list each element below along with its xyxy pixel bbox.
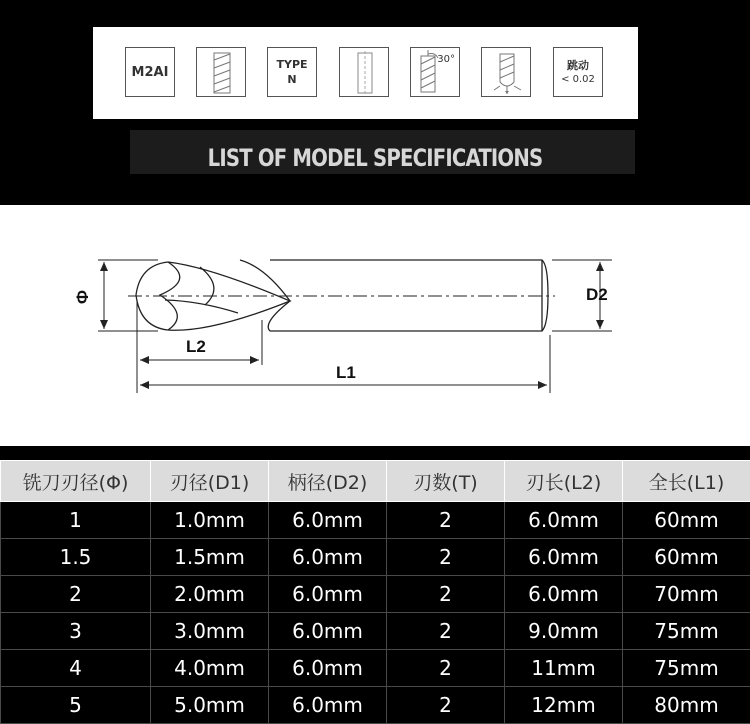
type-value: N [287, 73, 297, 86]
header-section [0, 0, 750, 205]
column-header: 铣刀刃径(Φ) [1, 461, 151, 502]
column-header: 柄径(D2) [269, 461, 387, 502]
straight-shank-icon [339, 47, 389, 97]
table-cell: 6.0mm [269, 687, 387, 724]
helix-angle-label: 30° [437, 54, 455, 65]
table-cell: 12mm [505, 687, 623, 724]
table-cell: 2 [387, 539, 505, 576]
type-n-icon [267, 47, 317, 97]
table-cell: 6.0mm [269, 576, 387, 613]
spec-table [0, 460, 750, 724]
table-cell: 9.0mm [505, 613, 623, 650]
table-cell: 6.0mm [269, 502, 387, 539]
table-cell: 6.0mm [505, 539, 623, 576]
table-cell: 5 [1, 687, 151, 724]
table-cell: 1.0mm [151, 502, 269, 539]
table-cell: 1.5mm [151, 539, 269, 576]
table-row [1, 539, 750, 576]
table-cell: 6.0mm [269, 539, 387, 576]
table-cell: 11mm [505, 650, 623, 687]
table-cell: 1 [1, 502, 151, 539]
column-header: 刃径(D1) [151, 461, 269, 502]
table-cell: 60mm [623, 502, 750, 539]
page-title: LIST OF MODEL SPECIFICATIONS [207, 144, 543, 172]
table-cell: 1.5 [1, 539, 151, 576]
type-label: TYPE [276, 58, 308, 71]
table-cell: 2 [387, 613, 505, 650]
l1-dimension-label: L1 [336, 363, 356, 382]
table-cell: 5.0mm [151, 687, 269, 724]
table-cell: 6.0mm [505, 576, 623, 613]
end-mill-diagram [0, 205, 750, 446]
table-cell: 3 [1, 613, 151, 650]
phi-dimension-label: Φ [72, 290, 92, 304]
table-row [1, 613, 750, 650]
runout-value: < 0.02 [561, 73, 595, 85]
table-cell: 70mm [623, 576, 750, 613]
column-header: 刃数(T) [387, 461, 505, 502]
table-cell: 2 [1, 576, 151, 613]
table-cell: 4 [1, 650, 151, 687]
table-cell: 75mm [623, 650, 750, 687]
table-cell: 6.0mm [269, 613, 387, 650]
d2-dimension-label: D2 [586, 285, 608, 304]
table-cell: 2.0mm [151, 576, 269, 613]
runout-label: 跳动 [566, 58, 589, 72]
table-cell: 2 [387, 576, 505, 613]
table-cell: 2 [387, 650, 505, 687]
runout-tolerance-icon [553, 47, 603, 97]
table-row [1, 502, 750, 539]
end-mill-drawing [0, 205, 750, 446]
table-row [1, 576, 750, 613]
table-header-row [1, 461, 750, 502]
table-cell: 80mm [623, 687, 750, 724]
table-cell: 75mm [623, 613, 750, 650]
table-cell: 2 [387, 687, 505, 724]
table-cell: 6.0mm [505, 502, 623, 539]
table-row [1, 650, 750, 687]
helix-flute-icon [196, 47, 246, 97]
ball-nose-runout-icon [481, 47, 531, 97]
table-cell: 3.0mm [151, 613, 269, 650]
column-header: 全长(L1) [623, 461, 750, 502]
table-row [1, 687, 750, 724]
column-header: 刃长(L2) [505, 461, 623, 502]
table-cell: 60mm [623, 539, 750, 576]
table-cell: 4.0mm [151, 650, 269, 687]
material-label: M2AI [131, 64, 169, 80]
material-m2al-icon [125, 47, 175, 97]
table-cell: 2 [387, 502, 505, 539]
helix-angle-30-icon [410, 47, 460, 97]
l2-dimension-label: L2 [186, 337, 206, 356]
table-cell: 6.0mm [269, 650, 387, 687]
feature-icon-strip [93, 27, 638, 119]
